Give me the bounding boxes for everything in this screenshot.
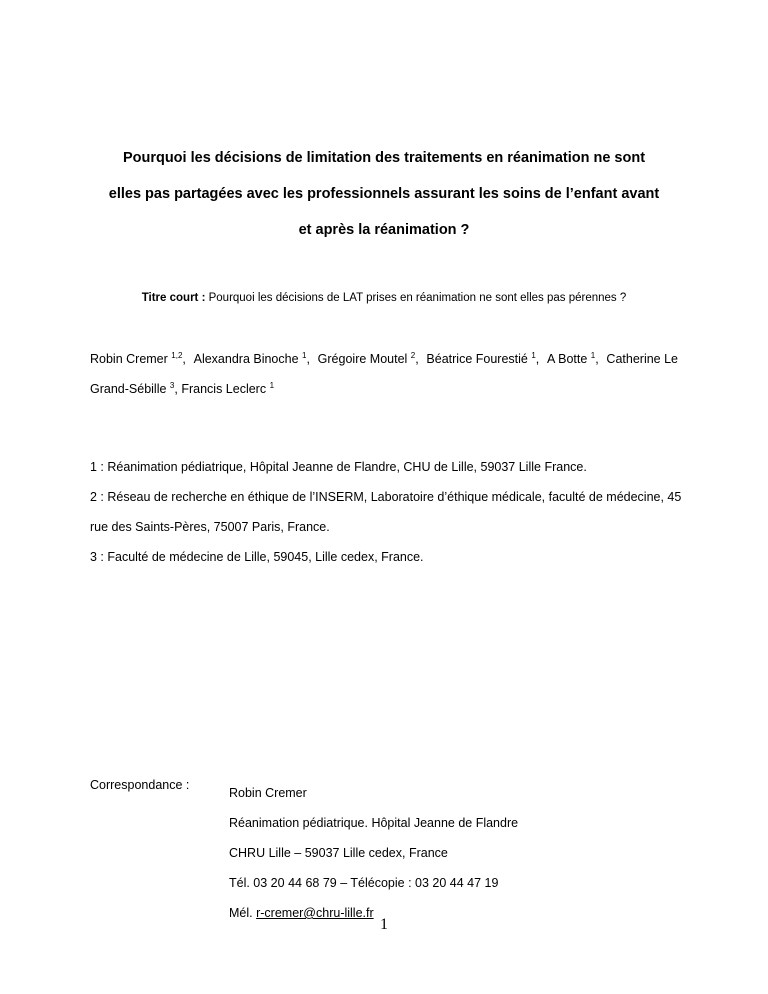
correspondence-phone: Tél. 03 20 44 68 79 – Télécopie : 03 20 44 47 19 bbox=[229, 876, 499, 890]
short-title bbox=[90, 292, 678, 304]
affiliation-2: 2 : Réseau de recherche en éthique de l’INSERM, Laboratoire d’éthique médicale, faculté de médecine, 45 rue des Saints-Pères, 75007 Paris, France. bbox=[90, 490, 682, 534]
short-title-text: Pourquoi les décisions de LAT prises en réanimation ne sont elles pas pérennes ? bbox=[205, 292, 627, 304]
author-list bbox=[90, 344, 678, 404]
email-link[interactable]: r-cremer@chru-lille.fr bbox=[256, 906, 374, 920]
title-line-2: elles pas partagées avec les professionnels assurant les soins de l’enfant avant bbox=[108, 186, 660, 202]
email-label: Mél. bbox=[229, 906, 257, 920]
author: Francis Leclerc $^1$ bbox=[181, 380, 275, 396]
affiliation-1: 1 : Réanimation pédiatrique, Hôpital Jeanne de Flandre, CHU de Lille, 59037 Lille France. bbox=[90, 460, 587, 474]
title-line-3: et après la réanimation ? bbox=[298, 222, 470, 238]
author: Grand-Sébille $^3$, bbox=[90, 380, 178, 396]
author: Alexandra Binoche $^1$, bbox=[193, 350, 310, 366]
correspondence-unit: Réanimation pédiatrique. Hôpital Jeanne de Flandre bbox=[229, 816, 519, 830]
author: Catherine Le bbox=[606, 352, 678, 366]
author: Robin Cremer $^{1,2}$, bbox=[90, 350, 186, 366]
page-number: 1 bbox=[380, 916, 388, 933]
correspondence-label: Correspondance : bbox=[90, 778, 190, 792]
short-title-label: Titre court : bbox=[141, 292, 206, 304]
author: Grégoire Moutel $^2$, bbox=[317, 350, 419, 366]
correspondence-address: CHRU Lille – 59037 Lille cedex, France bbox=[229, 846, 448, 860]
paper-title bbox=[90, 140, 678, 248]
author: A Botte $^1$, bbox=[546, 350, 599, 366]
correspondence-name: Robin Cremer bbox=[229, 786, 307, 800]
author: Béatrice Fourestié $^1$, bbox=[426, 350, 540, 366]
title-line-1: Pourquoi les décisions de limitation des traitements en réanimation ne sont bbox=[122, 150, 646, 166]
affiliation-3: 3 : Faculté de médecine de Lille, 59045, Lille cedex, France. bbox=[90, 550, 424, 564]
